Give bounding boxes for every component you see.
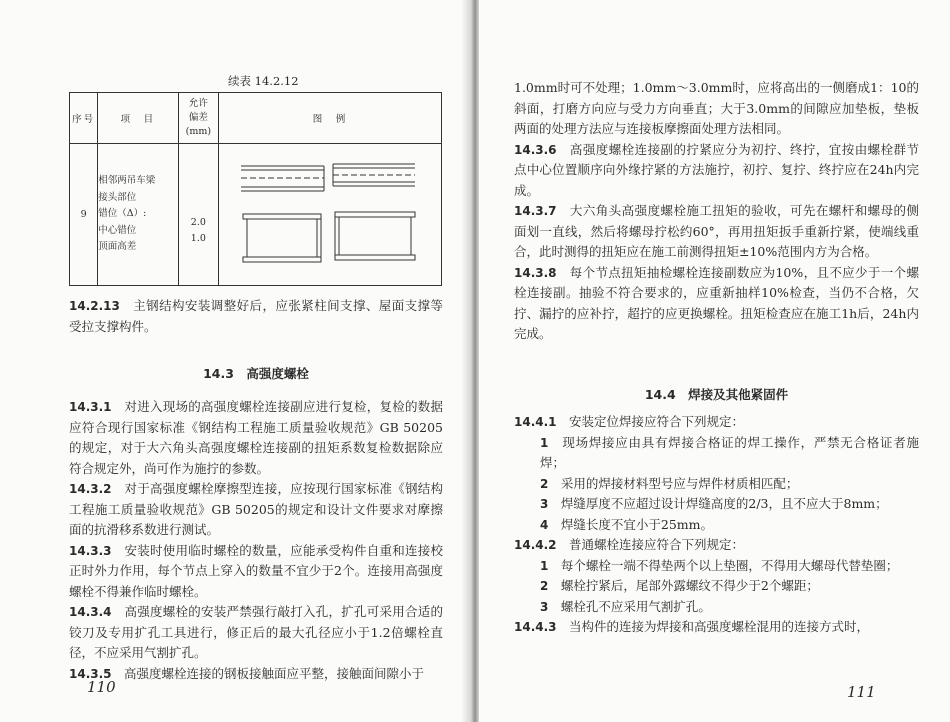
cell-line: (mm) (185, 126, 212, 137)
header-tolerance (178, 93, 218, 144)
continued-paragraph: 1.0mm时可不处理；1.0mm～3.0mm时，应将高出的一侧磨成1：10的斜面，打磨方向应与受力方向垂直；大于3.0mm的间隙应加垫板，垫板两面的处理方法应与连接板摩擦面处理方法相同。 (514, 80, 919, 136)
clause-14-3-2: 14.3.2 对于高强度螺栓摩擦型连接，应按现行国家标准《钢结构工程施工质量验收规范》GB 50205的规定和设计文件要求对摩擦面的抗滑移系数进行测试。 (69, 481, 443, 537)
row-item (98, 144, 178, 286)
list-item: 3 焊缝厚度不应超过设计焊缝高度的2/3，且不应大于8mm； (540, 496, 888, 511)
cell-line: 相邻两吊车梁 (98, 175, 156, 187)
list-item: 1 每个螺栓一端不得垫两个以上垫圈，不得用大螺母代替垫圈； (540, 557, 899, 573)
table-header-row (70, 93, 442, 144)
cell-line: 错位（Δ）: (98, 208, 147, 220)
row-figure (219, 144, 442, 286)
clause-14-3-6: 14.3.6 高强度螺栓连接副的拧紧应分为初拧、终拧，宜按由螺栓群节点中心位置顺序向外缘拧紧的方法施拧，初拧、复拧、终拧应在24h内完成。 (514, 141, 919, 198)
clause-14-3-3: 14.3.3 安装时使用临时螺栓的数量，应能承受构件自重和连接校正时外力作用，每个节点上穿入的数量不宜少于2个。连接用高强度螺栓不得兼作临时螺栓。 (69, 542, 443, 599)
section-heading-14-3: 14.3 高强度螺栓 (203, 366, 309, 381)
clause-14-4-3: 14.4.3 当构件的连接为焊接和高强度螺栓混用的连接方式时， (514, 619, 870, 634)
row-tolerance (178, 144, 218, 286)
cell-line: 接头部位 (98, 191, 137, 203)
cell-line: 偏差 (188, 112, 208, 123)
list-item: 4 焊缝长度不宜小于25mm。 (540, 516, 713, 532)
list-item: 3 螺栓孔不应采用气割扩孔。 (540, 598, 711, 614)
row-tolerance-lines (179, 215, 218, 248)
header-tolerance-text (179, 97, 218, 139)
left-page (0, 0, 471, 722)
section-heading-14-4: 14.4 焊接及其他紧固件 (644, 387, 789, 402)
list-item: 2 采用的焊接材料型号应与焊件材质相匹配； (540, 475, 799, 491)
clause-number: 14.2.13 (69, 299, 120, 313)
beam-joint-diagram (219, 144, 441, 282)
clause-14-4-2: 14.4.2 普通螺栓连接应符合下列规定： (514, 537, 745, 552)
continued-table (69, 92, 442, 286)
cell-line: 顶面高差 (98, 241, 137, 253)
clause-14-4-1: 14.4.1 安装定位焊接应符合下列规定： (514, 414, 745, 429)
row-item-lines (98, 173, 177, 256)
row-no: 9 (70, 144, 98, 286)
page-number-right: 111 (847, 683, 876, 701)
header-no: 序号 (70, 93, 98, 144)
table-row (70, 144, 442, 286)
clause-14-3-8: 14.3.8 每个节点扭矩抽检螺栓连接副数应为10%，且不应少于一个螺栓连接副。抽验不符合要求的，应重新抽样10%检查，当仍不合格，欠拧、漏拧的应补拧，超拧的应更换螺栓。扭矩检查应在施工1h后，24h内完成。 (514, 264, 919, 341)
clause-text: 主钢结构安装调整好后，应张紧柱间支撑、屋面支撑等受拉支撑构件。 (69, 298, 443, 334)
section-14-3-body (69, 397, 443, 684)
list-item: 2 螺栓拧紧后，尾部外露螺纹不得少于2个螺距； (540, 578, 819, 593)
clause-14-3-5: 14.3.5 高强度螺栓连接的钢板接触面应平整，接触面间隙小于 (69, 665, 425, 681)
header-item: 项 目 (98, 93, 178, 144)
right-body-top (514, 78, 919, 345)
page-number-left: 110 (87, 678, 116, 696)
header-figure: 图 例 (219, 93, 442, 144)
list-item: 1 现场焊接应由具有焊接合格证的焊工操作，严禁无合格证者施焊； (540, 434, 919, 470)
clause-14-3-4: 14.3.4 高强度螺栓的安装严禁强行敲打入孔，扩孔可采用合适的铰刀及专用扩孔工具进行，修正后的最大孔径应小于1.2倍螺栓直径，不应采用气割扩孔。 (69, 604, 443, 660)
cell-line: 1.0 (190, 233, 206, 244)
cell-line: 中心错位 (98, 224, 137, 236)
clause-14-3-7: 14.3.7 大六角头高强度螺栓施工扭矩的验收，可先在螺杆和螺母的侧面划一直线，然后将螺母拧松约60°，再用扭矩扳手重新拧紧，使端线重合，此时测得的扭矩应在施工前测得扭矩±10%范围内方为合格。 (514, 203, 919, 259)
table-caption: 续表 14.2.12 (228, 74, 299, 88)
cell-line: 2.0 (190, 216, 206, 228)
clause-14-3-1: 14.3.1 对进入现场的高强度螺栓连接副应进行复检，复检的数据应符合现行国家标准《钢结构工程施工质量验收规范》GB 50205的规定，对于大六角头高强度螺栓连接副的扭矩系数复检数据除应符合规定外，尚可作为施拧的参数。 (69, 399, 443, 476)
cell-line: 允许 (188, 98, 208, 109)
right-page (479, 0, 950, 722)
section-14-2-13 (69, 296, 443, 337)
right-body-bottom (514, 412, 919, 638)
